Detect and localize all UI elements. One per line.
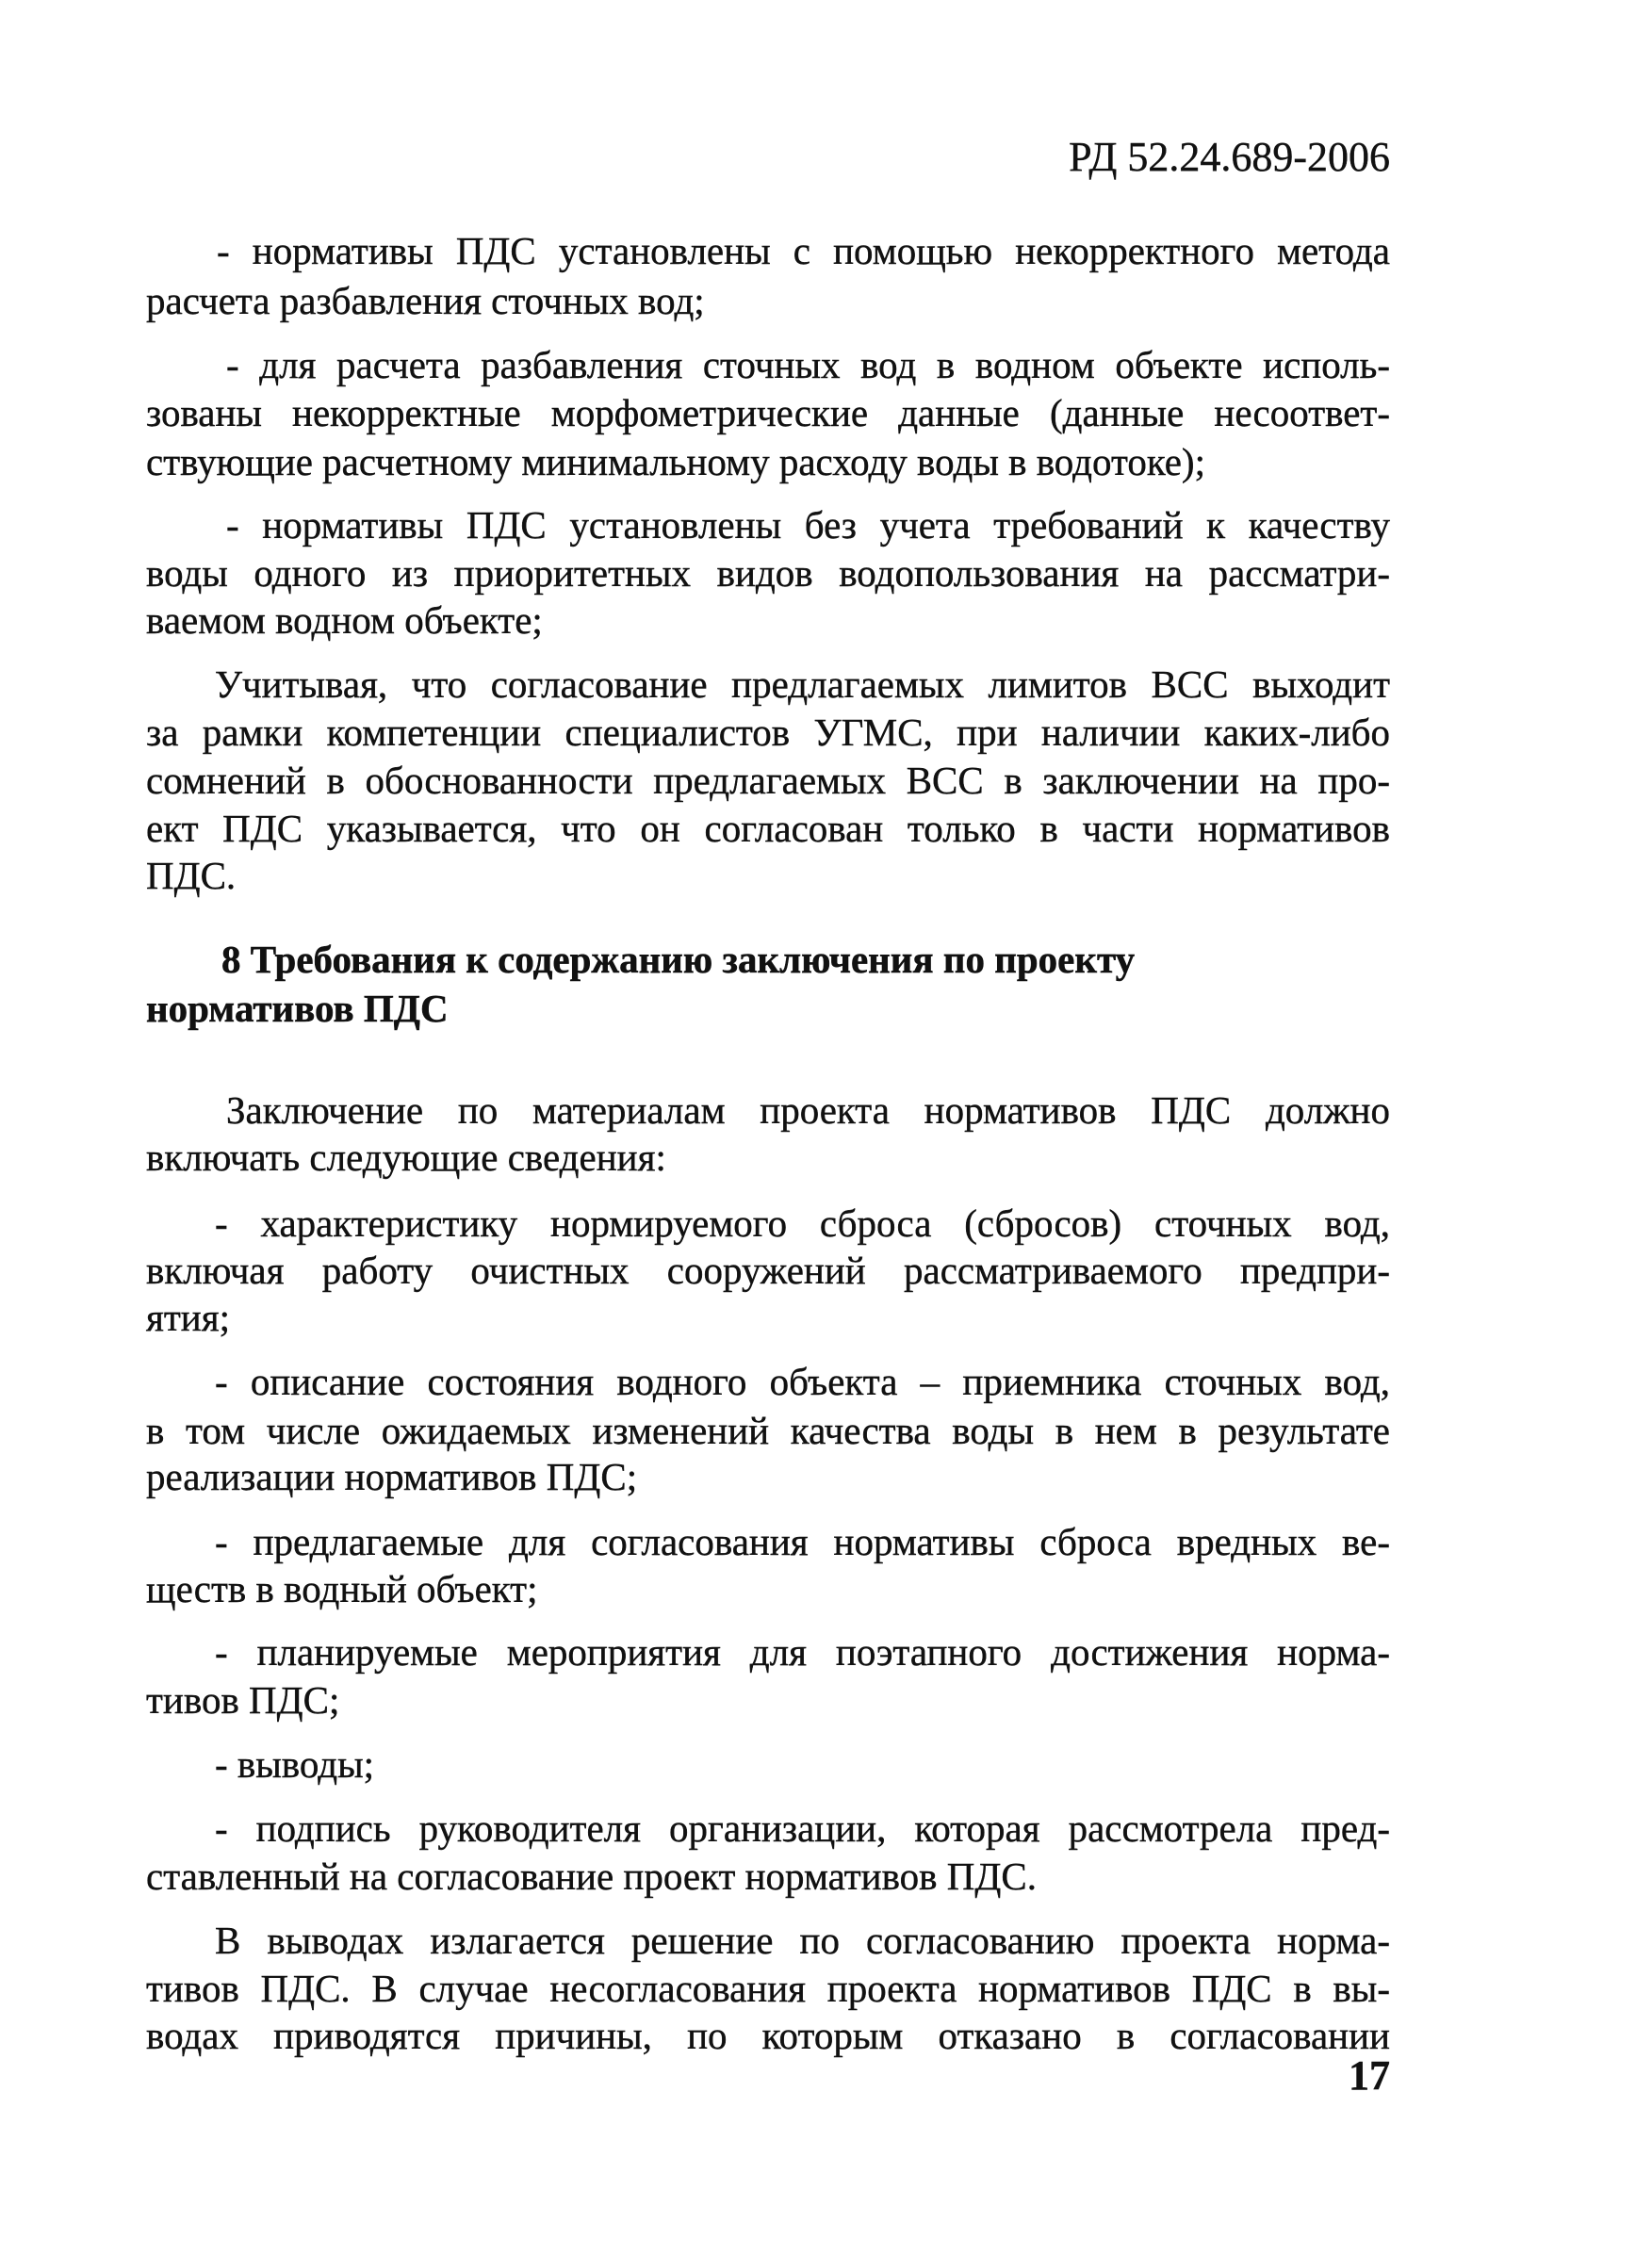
body-line: - нормативы ПДС установлены без учета требований к качеству [226, 503, 1390, 547]
body-line: ятия; [146, 1296, 230, 1339]
body-line: ект ПДС указывается, что он согласован только в части нормативов [146, 807, 1390, 850]
body-line: Учитывая, что согласование предлагаемых лимитов ВСС выходит [215, 662, 1390, 706]
body-line: тивов ПДС. В случае несогласования проекта нормативов ПДС в вы- [146, 1967, 1390, 2010]
body-line: - описание состояния водного объекта – приемника сточных вод, [215, 1360, 1390, 1403]
body-line: - планируемые мероприятия для поэтапного достижения норма- [215, 1630, 1390, 1674]
section-heading-line: нормативов ПДС [146, 987, 449, 1030]
body-line: включая работу очистных сооружений рассматриваемого предпри- [146, 1249, 1390, 1292]
body-line: ставленный на согласование проект нормативов ПДС. [146, 1855, 1037, 1898]
body-line: - характеристику нормируемого сброса (сбросов) сточных вод, [215, 1201, 1390, 1245]
section-heading-line: 8 Требования к содержанию заключения по проекту [221, 938, 1136, 981]
body-line: Заключение по материалам проекта нормативов ПДС должно [226, 1088, 1390, 1132]
body-line: водах приводятся причины, по которым отказано в согласовании [146, 2014, 1390, 2057]
body-line: зованы некорректные морфометрические данные (данные несоответ- [146, 391, 1390, 434]
body-line: включать следующие сведения: [146, 1136, 666, 1179]
body-line: ществ в водный объект; [146, 1567, 538, 1610]
body-line: в том числе ожидаемых изменений качества воды в нем в результате [146, 1409, 1390, 1452]
body-line: ПДС. [146, 854, 237, 897]
body-line: - предлагаемые для согласования нормативы сброса вредных ве- [215, 1520, 1390, 1563]
body-line: В выводах излагается решение по согласованию проекта норма- [215, 1919, 1390, 1962]
body-line: сомнений в обоснованности предлагаемых ВСС в заключении на про- [146, 759, 1390, 802]
body-line: - выводы; [215, 1742, 375, 1786]
body-line: расчета разбавления сточных вод; [146, 279, 705, 322]
body-line: тивов ПДС; [146, 1678, 340, 1722]
body-line: воды одного из приоритетных видов водопользования на рассматри- [146, 551, 1390, 595]
body-line: за рамки компетенции специалистов УГМС, при наличии каких-либо [146, 711, 1390, 754]
body-line: реализации нормативов ПДС; [146, 1455, 638, 1498]
body-line: - подпись руководителя организации, которая рассмотрела пред- [215, 1806, 1390, 1850]
body-line: ваемом водном объекте; [146, 598, 543, 642]
body-line: - нормативы ПДС установлены с помощью некорректного метода [217, 229, 1390, 272]
document-code: РД 52.24.689-2006 [1069, 134, 1390, 180]
body-line: - для расчета разбавления сточных вод в водном объекте исполь- [226, 343, 1390, 386]
page-number: 17 [1349, 2052, 1390, 2099]
body-line: ствующие расчетному минимальному расходу воды в водотоке); [146, 440, 1205, 483]
